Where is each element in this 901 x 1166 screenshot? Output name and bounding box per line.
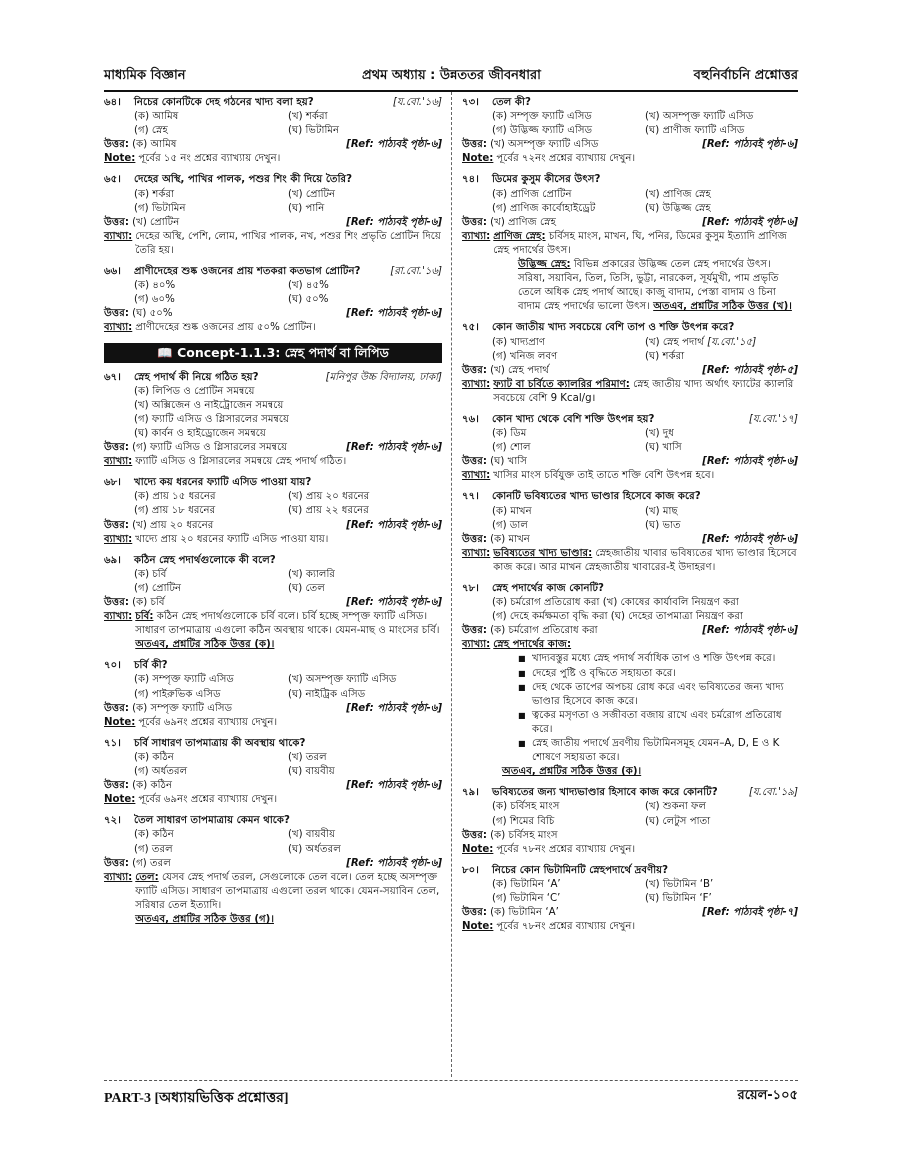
option: (ঘ) কার্বন ও হাইড্রোজেন সমন্বয়ে [134, 427, 266, 439]
question-source: [য.বো.'১৯] [748, 787, 798, 799]
question-text: প্রাণীদেহের শুষ্ক ওজনের প্রায় শতকরা কতভাগ প্রোটিন? [134, 266, 361, 278]
note-label: Note: [462, 153, 494, 165]
answer-line [462, 624, 798, 638]
question-72 [104, 814, 442, 927]
option: (খ) অক্সিজেন ও নাইট্রোজেন সমন্বয়ে [134, 399, 284, 411]
subject-title: মাধ্যমিক বিজ্ঞান [104, 68, 186, 83]
question-number: ৭০। [104, 660, 121, 672]
question-74 [462, 173, 798, 314]
option: (গ) ৬০% [134, 294, 175, 306]
answer-line [104, 216, 442, 230]
reference: [Ref: পাঠ্যবই পৃষ্ঠা-৬] [346, 702, 442, 714]
question-71 [104, 737, 442, 807]
question-77 [462, 490, 798, 575]
answer-line [462, 138, 798, 152]
explanation-text: স্নেহজাতীয় খাবার ভবিষ্যতের খাদ্য ভাণ্ডার হিসেবে কাজ করে। আর মাখন স্নেহজাতীয় খাবারের-ই উদাহরণ। [493, 547, 797, 573]
explanation-subhead: ভবিষ্যতের খাদ্য ভাণ্ডার: [493, 547, 593, 559]
option: (গ) শোল [492, 442, 531, 454]
option: (ক) মাখন [492, 505, 532, 517]
options [462, 427, 798, 455]
explanation [462, 469, 798, 483]
option: (গ) প্রায় ১৮ ধরনের [134, 505, 216, 517]
explanation-text: দেহের অস্থি, পেশি, লোম, পাখির পালক, নখ, পশুর শিং প্রভৃতি প্রোটিন দিয়ে তৈরি হয়। [135, 230, 441, 256]
page-number: রয়েল-১০৫ [737, 1088, 798, 1103]
note-label: Note: [104, 716, 136, 728]
explanation-text: যেসব স্নেহ পদার্থ তরল, সেগুলোকে তেল বলে। তেল হচ্ছে অসম্পৃক্ত ফ্যাটি এসিড। সাধারণ তাপমাত্রায় এগুলো তরল থাকে। যেমন-সয়াবিন তেল, সরিষার তেল ইত্যাদি। [135, 871, 440, 911]
options [462, 336, 798, 364]
answer-label: উত্তর: [462, 364, 487, 376]
explanation-subhead: প্রাণিজ স্নেহ: [493, 230, 546, 242]
explanation-label: ব্যাখ্যা: [104, 322, 133, 334]
question-text: স্নেহ পদার্থ কী নিয়ে গঠিত হয়? [134, 371, 259, 383]
answer-line [462, 216, 798, 230]
explanation-label: ব্যাখ্যা: [462, 547, 491, 559]
question-73 [462, 96, 798, 166]
list-item: ■ দেহের পুষ্টি ও বৃদ্ধিতে সহায়তা করে। [518, 667, 798, 681]
option: (ক) প্রায় ১৫ ধরনের [134, 491, 216, 503]
note [462, 843, 798, 857]
option: (খ) প্রাণিজ স্নেহ [645, 188, 711, 200]
answer-text: (ঘ) খাসি [490, 456, 527, 468]
option: (খ) তরল [288, 751, 327, 763]
question-number: ৬৮। [104, 477, 121, 489]
question-number: ৭৩। [462, 97, 479, 108]
answer-line [462, 829, 798, 843]
options [462, 800, 798, 828]
question-number: ৬৬। [104, 266, 121, 278]
option: (খ) অসম্পৃক্ত ফ্যাটি এসিড [288, 674, 397, 686]
option: (ঘ) অর্ধতরল [288, 843, 341, 855]
footer-rule [104, 1080, 798, 1081]
left-column [104, 96, 442, 934]
explanation-text: বিভিন্ন প্রকারের উদ্ভিজ্জ তেল স্নেহ পদার্থের উৎস। সরিষা, সয়াবিন, তিল, তিসি, ভুট্টা, নারকেল, সূর্যমুখী, পাম প্রভৃতি তেলে অধিক স্নেহ পদার্থ আছে। কাজু বাদাম, পেস্তা বাদাম ও চিনা বাদাম স্নেহ পদার্থের ভালো উৎস। [518, 259, 779, 313]
note-label: Note: [104, 794, 136, 806]
reference: [Ref: পাঠ্যবই পৃষ্ঠা-৬] [346, 780, 442, 792]
question-66 [104, 265, 442, 335]
column-divider [451, 92, 452, 1077]
option: (ঘ) তেল [288, 582, 325, 594]
options [104, 188, 442, 216]
question-64 [104, 96, 442, 166]
option-row: (গ) দেহে কর্মক্ষমতা বৃদ্ধি করা (ঘ) দেহের তাপমাত্রা নিয়ন্ত্রণ করা [492, 611, 743, 623]
answer-line [104, 702, 442, 716]
explanation-label: ব্যাখ্যা: [104, 533, 133, 545]
note-label: Note: [462, 921, 494, 933]
verdict: অতএব, প্রশ্নটির সঠিক উত্তর (গ)। [135, 913, 274, 925]
answer-label: উত্তর: [104, 139, 129, 151]
option: (গ) ডাল [492, 519, 528, 531]
option: (ক) ডিম [492, 428, 527, 440]
question-text: তৈল সাধারণ তাপমাত্রায় কেমন থাকে? [134, 815, 290, 827]
option: (ক) কঠিন [134, 751, 174, 763]
option: (ঘ) ভিটামিন [288, 125, 340, 137]
note [104, 793, 442, 807]
question-number: ৬৫। [104, 174, 121, 186]
question-text: ভবিষ্যতের জন্য খাদ্যভাণ্ডার হিসাবে কাজ করে কোনটি? [492, 787, 718, 799]
explanation-text: ফ্যাটি এসিড ও গ্লিসারলের সমন্বয়ে স্নেহ পদার্থ গঠিত। [135, 456, 347, 468]
list-item: ■ স্নেহ জাতীয় পদার্থে দ্রবণীয় ভিটামিনসমূহ যেমন–A, D, E ও K শোষণে সহায়তা করে। [518, 737, 798, 765]
question-75 [462, 321, 798, 406]
question-80 [462, 864, 798, 934]
verdict: অতএব, প্রশ্নটির সঠিক উত্তর (ক)। [502, 766, 642, 778]
option: (ঘ) বায়বীয় [288, 766, 335, 778]
option: (গ) ভিটামিন ‘C’ [492, 892, 561, 904]
option: (খ) দুধ [645, 428, 674, 440]
option: (গ) ভিটামিন [134, 202, 186, 214]
reference: [Ref: পাঠ্যবই পৃষ্ঠা-৬] [346, 216, 442, 228]
explanation-subhead: চর্বি: [135, 611, 154, 623]
explanation [462, 638, 798, 652]
answer-text: (ক) ভিটামিন ‘A’ [490, 907, 559, 919]
option: (খ) ৪৫% [288, 280, 329, 292]
answer-text: (খ) অসম্পৃক্ত ফ্যাটি এসিড [490, 139, 599, 151]
option: (খ) শর্করা [288, 111, 328, 123]
question-source: [মনিপুর উচ্চ বিদ্যালয়, ঢাকা] [325, 371, 442, 383]
option: (ক) আমিষ [134, 111, 179, 123]
answer-text: (খ) প্রাণিজ স্নেহ [490, 216, 556, 228]
reference: [Ref: পাঠ্যবই পৃষ্ঠা-৬] [702, 625, 798, 637]
explanation [462, 547, 798, 575]
answer-label: উত্তর: [104, 216, 129, 228]
option: (ক) ভিটামিন ‘A’ [492, 878, 561, 890]
option: (খ) অসম্পৃক্ত ফ্যাটি এসিড [645, 111, 754, 123]
option: (ঘ) পানি [288, 202, 325, 214]
option: (গ) পাইরুভিক এসিড [134, 688, 221, 700]
answer-text: (ক) মাখন [490, 533, 530, 545]
question-text: কোন খাদ্য থেকে বেশি শক্তি উৎপন্ন হয়? [492, 413, 655, 425]
answer-line [462, 455, 798, 469]
explanation [462, 230, 798, 258]
question-68 [104, 476, 442, 546]
answer-line [462, 364, 798, 378]
right-column [462, 96, 798, 941]
question-69 [104, 554, 442, 653]
verdict-line [462, 765, 798, 779]
option: (গ) উদ্ভিজ্জ ফ্যাটি এসিড [492, 125, 593, 137]
option: (খ) প্রায় ২০ ধরনের [288, 491, 370, 503]
note-label: Note: [104, 153, 136, 165]
option: (খ) শুকনা ফল [645, 801, 707, 813]
answer-text: (গ) ফ্যাটি এসিড ও গ্লিসারলের সমন্বয়ে [132, 442, 288, 454]
option: (ক) চর্বি [134, 568, 167, 580]
note-text: পূর্বের ৭৮নং প্রশ্নের ব্যাখ্যায় দেখুন। [496, 843, 636, 855]
answer-label: উত্তর: [462, 139, 487, 151]
explanation-text: স্নেহ জাতীয় খাদ্য অর্থাৎ ফ্যাটের ক্যালরি সবচেয়ে বেশি 9 Kcal/g। [493, 378, 794, 404]
question-number: ৭৭। [462, 491, 479, 503]
question-text: তেল কী? [492, 97, 531, 108]
question-text: স্নেহ পদার্থের কাজ কোনটি? [492, 583, 604, 594]
answer-text: (ঘ) ৫০% [132, 308, 173, 320]
explanation-subhead: উদ্ভিজ্জ স্নেহ: [518, 259, 571, 271]
explanation-subhead: ফ্যাট বা চর্বিতে ক্যালরির পরিমাণ: [493, 378, 630, 390]
question-number: ৭৮। [462, 583, 479, 594]
question-number: ৭৬। [462, 413, 479, 425]
answer-line [104, 307, 442, 321]
reference: [Ref: পাঠ্যবই পৃষ্ঠা-৬] [702, 533, 798, 545]
answer-label: উত্তর: [104, 519, 129, 531]
option: (ক) সম্পৃক্ত ফ্যাটি এসিড [134, 674, 234, 686]
question-number: ৬৭। [104, 371, 121, 383]
question-text: কোনটি ভবিষ্যতের খাদ্য ভাণ্ডার হিসেবে কাজ করে? [492, 491, 701, 503]
list-item: ■ ত্বকের মসৃণতা ও সজীবতা বজায় রাখে এবং চর্মরোগ প্রতিরোধ করে। [518, 709, 798, 737]
explanation-label: ব্যাখ্যা: [462, 639, 491, 651]
option: (ঘ) খাসি [645, 442, 682, 454]
question-text: নিচের কোনটিকে দেহ গঠনের খাদ্য বলা হয়? [134, 97, 314, 108]
option: (ক) সম্পৃক্ত ফ্যাটি এসিড [492, 111, 592, 123]
concept-title: Concept-1.1.3: স্নেহ পদার্থ বা লিপিড [177, 344, 389, 360]
question-text: ডিমের কুসুম কীসের উৎস? [492, 174, 601, 186]
explanation-label: ব্যাখ্যা: [104, 456, 133, 468]
answer-line [104, 779, 442, 793]
question-number: ৬৯। [104, 554, 121, 566]
answer-label: উত্তর: [462, 829, 487, 841]
question-text: চর্বি সাধারণ তাপমাত্রায় কী অবস্থায় থাকে? [134, 737, 306, 749]
explanation [104, 871, 442, 927]
option: (গ) স্নেহ [134, 125, 168, 137]
note-text: পূর্বের ৬৯নং প্রশ্নের ব্যাখ্যায় দেখুন। [138, 794, 278, 806]
note-label: Note: [462, 843, 494, 855]
option: (ঘ) শর্করা [645, 350, 685, 362]
reference: [Ref: পাঠ্যবই পৃষ্ঠা-৬] [702, 216, 798, 228]
list-item: ■ দেহ থেকে তাপের অপচয় রোধ করে এবং ভবিষ্যতের জন্য খাদ্য ভাণ্ডার হিসেবে কাজ করে। [518, 681, 798, 709]
answer-text: (ক) আমিষ [132, 139, 177, 151]
options [462, 878, 798, 906]
note [462, 152, 798, 166]
option: (খ) প্রোটিন [288, 188, 336, 200]
verdict: অতএব, প্রশ্নটির সঠিক উত্তর (ক)। [135, 639, 275, 651]
question-number: ৭৯। [462, 787, 479, 799]
options [104, 490, 442, 518]
explanation-subhead: স্নেহ পদার্থের কাজ: [493, 639, 572, 651]
option-row: (ক) চর্মরোগ প্রতিরোধ করা (খ) কোষের কার্যাবলি নিয়ন্ত্রণ করা [492, 597, 739, 609]
reference: [Ref: পাঠ্যবই পৃষ্ঠা-৬] [346, 857, 442, 869]
options [104, 673, 442, 701]
section-title: বহুনির্বাচনি প্রশ্নোত্তর [693, 68, 798, 83]
answer-text: (ক) সম্পৃক্ত ফ্যাটি এসিড [132, 702, 233, 714]
answer-text: (ক) চর্বিসহ মাংস [490, 829, 558, 841]
answer-text: (খ) স্নেহ পদার্থ [490, 364, 550, 376]
answer-line [462, 533, 798, 547]
option: (ক) প্রাণিজ প্রোটিন [492, 188, 572, 200]
explanation-text: চর্বিসহ মাংস, মাখন, ঘি, পনির, ডিমের কুসুম ইত্যাদি প্রাণিজ স্নেহ পদার্থের উৎস। [493, 230, 787, 256]
explanation [104, 455, 442, 469]
answer-text: (খ) প্রোটিন [132, 216, 180, 228]
option: (ক) লিপিড ও প্রোটিন সমন্বয়ে [134, 385, 255, 397]
answer-text: (ক) চর্মরোগ প্রতিরোধ করা [490, 625, 598, 637]
option: (ঘ) নাইট্রিক এসিড [288, 688, 366, 700]
reference: [Ref: পাঠ্যবই পৃষ্ঠা-৬] [702, 456, 798, 468]
question-number: ৭৪। [462, 174, 479, 186]
answer-line [104, 596, 442, 610]
options [104, 279, 442, 307]
note-text: পূর্বের ৭২নং প্রশ্নের ব্যাখ্যায় দেখুন। [496, 153, 636, 165]
question-number: ৭১। [104, 737, 121, 749]
option: (খ) বায়বীয় [288, 829, 336, 841]
explanation-label: ব্যাখ্যা: [462, 230, 491, 242]
question-70 [104, 659, 442, 729]
answer-label: উত্তর: [104, 442, 129, 454]
note [104, 716, 442, 730]
concept-banner [104, 343, 442, 363]
answer-label: উত্তর: [462, 625, 487, 637]
answer-label: উত্তর: [462, 216, 487, 228]
options [462, 596, 798, 624]
part-label: PART-3 [অধ্যায়ভিত্তিক প্রশ্নোত্তর] [104, 1091, 289, 1106]
option: (ঘ) প্রাণীজ ফ্যাটি এসিড [645, 125, 745, 137]
explanation [462, 378, 798, 406]
question-source: [রা.বো.'১৬] [390, 266, 442, 278]
answer-text: (গ) তরল [132, 857, 171, 869]
answer-label: উত্তর: [462, 907, 487, 919]
answer-label: উত্তর: [104, 597, 129, 608]
explanation-text: কঠিন স্নেহ পদার্থগুলোকে চর্বি বলে। চর্বি হচ্ছে সম্পৃক্ত ফ্যাটি এসিড। সাধারণ তাপমাত্রায় এগুলো কঠিন অবস্থায় থাকে। যেমন-মাছ ও মাংসের চর্বি। [135, 611, 440, 637]
option: (গ) অর্ধতরল [134, 766, 188, 778]
book-icon: 📖 [157, 344, 173, 360]
question-text: খাদ্যে কয় ধরনের ফ্যাটি এসিড পাওয়া যায়? [134, 477, 312, 489]
answer-line [104, 138, 442, 152]
question-76 [462, 413, 798, 483]
explanation [104, 610, 442, 652]
explanation-label: ব্যাখ্যা: [104, 611, 133, 623]
answer-label: উত্তর: [104, 857, 129, 869]
explanation [104, 533, 442, 547]
chapter-title: প্রথম অধ্যায় : উন্নততর জীবনধারা [362, 68, 541, 83]
answer-text: (ক) চর্বি [132, 597, 165, 608]
question-number: ৮০। [462, 864, 479, 876]
option: (ঘ) লেটুস পাতা [645, 815, 711, 827]
options [104, 828, 442, 856]
answer-label: উত্তর: [104, 308, 129, 320]
answer-line [104, 441, 442, 455]
note-text: পূর্বের ৬৯নং প্রশ্নের ব্যাখ্যায় দেখুন। [138, 716, 278, 728]
explanation-label: ব্যাখ্যা: [104, 230, 133, 242]
reference: [Ref: পাঠ্যবই পৃষ্ঠা-৬] [346, 442, 442, 454]
question-text: চর্বি কী? [134, 660, 168, 672]
verdict: অতএব, প্রশ্নটির সঠিক উত্তর (খ)। [653, 301, 792, 313]
answer-line [462, 906, 798, 920]
option: (গ) খনিজ লবণ [492, 350, 558, 362]
explanation-text: খাদ্যে প্রায় ২০ ধরনের ফ্যাটি এসিড পাওয়া যায়। [135, 533, 329, 545]
option: (খ) মাছ [645, 505, 678, 517]
answer-label: উত্তর: [104, 702, 129, 714]
answer-text: (ক) কঠিন [132, 780, 173, 792]
explanation-paragraph [462, 258, 798, 314]
option: (ক) চর্বিসহ মাংস [492, 801, 560, 813]
option: (গ) ফ্যাটি এসিড ও গ্লিসারলের সমন্বয়ে [134, 413, 290, 425]
question-text: কঠিন স্নেহ পদার্থগুলোকে কী বলে? [134, 554, 276, 566]
question-source: [য.বো.'১৭] [748, 413, 798, 425]
explanation-label: ব্যাখ্যা: [462, 378, 491, 390]
question-number: ৭৫। [462, 322, 479, 334]
answer-line [104, 857, 442, 871]
question-source: [য.বো.'১৫] [707, 336, 757, 348]
option: (গ) প্রাণিজ কার্বোহাইড্রেট [492, 202, 596, 214]
question-text: নিচের কোন ভিটামিনটি স্নেহপদার্থে দ্রবণীয়? [492, 864, 669, 876]
reference: [Ref: পাঠ্যবই পৃষ্ঠা-৬] [346, 139, 442, 151]
explanation-label: ব্যাখ্যা: [104, 871, 133, 883]
question-source: [য.বো.'১৬] [392, 97, 442, 108]
options [104, 751, 442, 779]
option: (ঘ) ভাত [645, 519, 681, 531]
option: (ক) খাদ্যপ্রাণ [492, 336, 545, 348]
list-item: ■ খাদ্যবস্তুর মধ্যে স্নেহ পদার্থ সর্বাধিক তাপ ও শক্তি উৎপন্ন করে। [518, 652, 798, 666]
question-65 [104, 173, 442, 258]
reference: [Ref: পাঠ্যবই পৃষ্ঠা-৬] [346, 308, 442, 320]
page-header [104, 66, 798, 86]
answer-line [104, 519, 442, 533]
explanation [104, 230, 442, 258]
question-78 [462, 582, 798, 779]
note-text: পূর্বের ৭৮নং প্রশ্নের ব্যাখ্যায় দেখুন। [496, 921, 636, 933]
question-number: ৬৪। [104, 97, 121, 108]
options [104, 110, 442, 138]
answer-text: (খ) প্রায় ২০ ধরনের [132, 519, 214, 531]
explanation-text: প্রাণীদেহের শুষ্ক ওজনের প্রায় ৫০% প্রোটিন। [135, 322, 316, 334]
option: (খ) ক্যালরি [288, 568, 336, 580]
note [104, 152, 442, 166]
answer-label: উত্তর: [104, 780, 129, 792]
reference: [Ref: পাঠ্যবই পৃষ্ঠা-৬] [702, 139, 798, 151]
options [462, 188, 798, 216]
options [104, 568, 442, 596]
options [104, 385, 442, 441]
option: (ক) শর্করা [134, 188, 175, 200]
option: (গ) তরল [134, 843, 173, 855]
reference: [Ref: পাঠ্যবই পৃষ্ঠা-৭] [702, 907, 798, 919]
note-text: পূর্বের ১৫ নং প্রশ্নের ব্যাখ্যায় দেখুন। [138, 153, 281, 165]
note [462, 920, 798, 934]
option: (গ) শিমের বিচি [492, 815, 555, 827]
option: (ঘ) উদ্ভিজ্জ স্নেহ [645, 202, 711, 214]
options [462, 505, 798, 533]
option: (ক) কঠিন [134, 829, 174, 841]
option: (ঘ) ভিটামিন ‘F’ [645, 892, 712, 904]
option: (ঘ) প্রায় ২২ ধরনের [288, 505, 369, 517]
explanation-label: ব্যাখ্যা: [462, 470, 491, 482]
answer-label: উত্তর: [462, 533, 487, 545]
explanation-subhead: তেল: [135, 871, 159, 883]
question-text: কোন জাতীয় খাদ্য সবচেয়ে বেশি তাপ ও শক্তি উৎপন্ন করে? [492, 322, 735, 334]
option: (খ) ভিটামিন ‘B’ [645, 878, 714, 890]
reference: [Ref: পাঠ্যবই পৃষ্ঠা-৫] [702, 364, 798, 376]
reference: [Ref: পাঠ্যবই পৃষ্ঠা-৬] [346, 597, 442, 608]
options [462, 110, 798, 138]
explanation-text: খাসির মাংস চর্বিযুক্ত তাই তাতে শক্তি বেশি উৎপন্ন হবে। [493, 470, 715, 482]
reference: [Ref: পাঠ্যবই পৃষ্ঠা-৬] [346, 519, 442, 531]
option: (গ) প্রোটিন [134, 582, 182, 594]
explanation [104, 321, 442, 335]
question-number: ৭২। [104, 815, 121, 827]
question-79 [462, 786, 798, 856]
option [645, 336, 798, 350]
option: (ক) ৪০% [134, 280, 176, 292]
question-text: দেহের অস্থি, পাখির পালক, পশুর শিং কী দিয়ে তৈরি? [134, 174, 353, 186]
option-text: (খ) স্নেহ পদার্থ [645, 336, 704, 348]
option: (ঘ) ৫০% [288, 294, 329, 306]
question-67 [104, 371, 442, 470]
answer-label: উত্তর: [462, 456, 487, 468]
bullet-list [462, 652, 798, 765]
